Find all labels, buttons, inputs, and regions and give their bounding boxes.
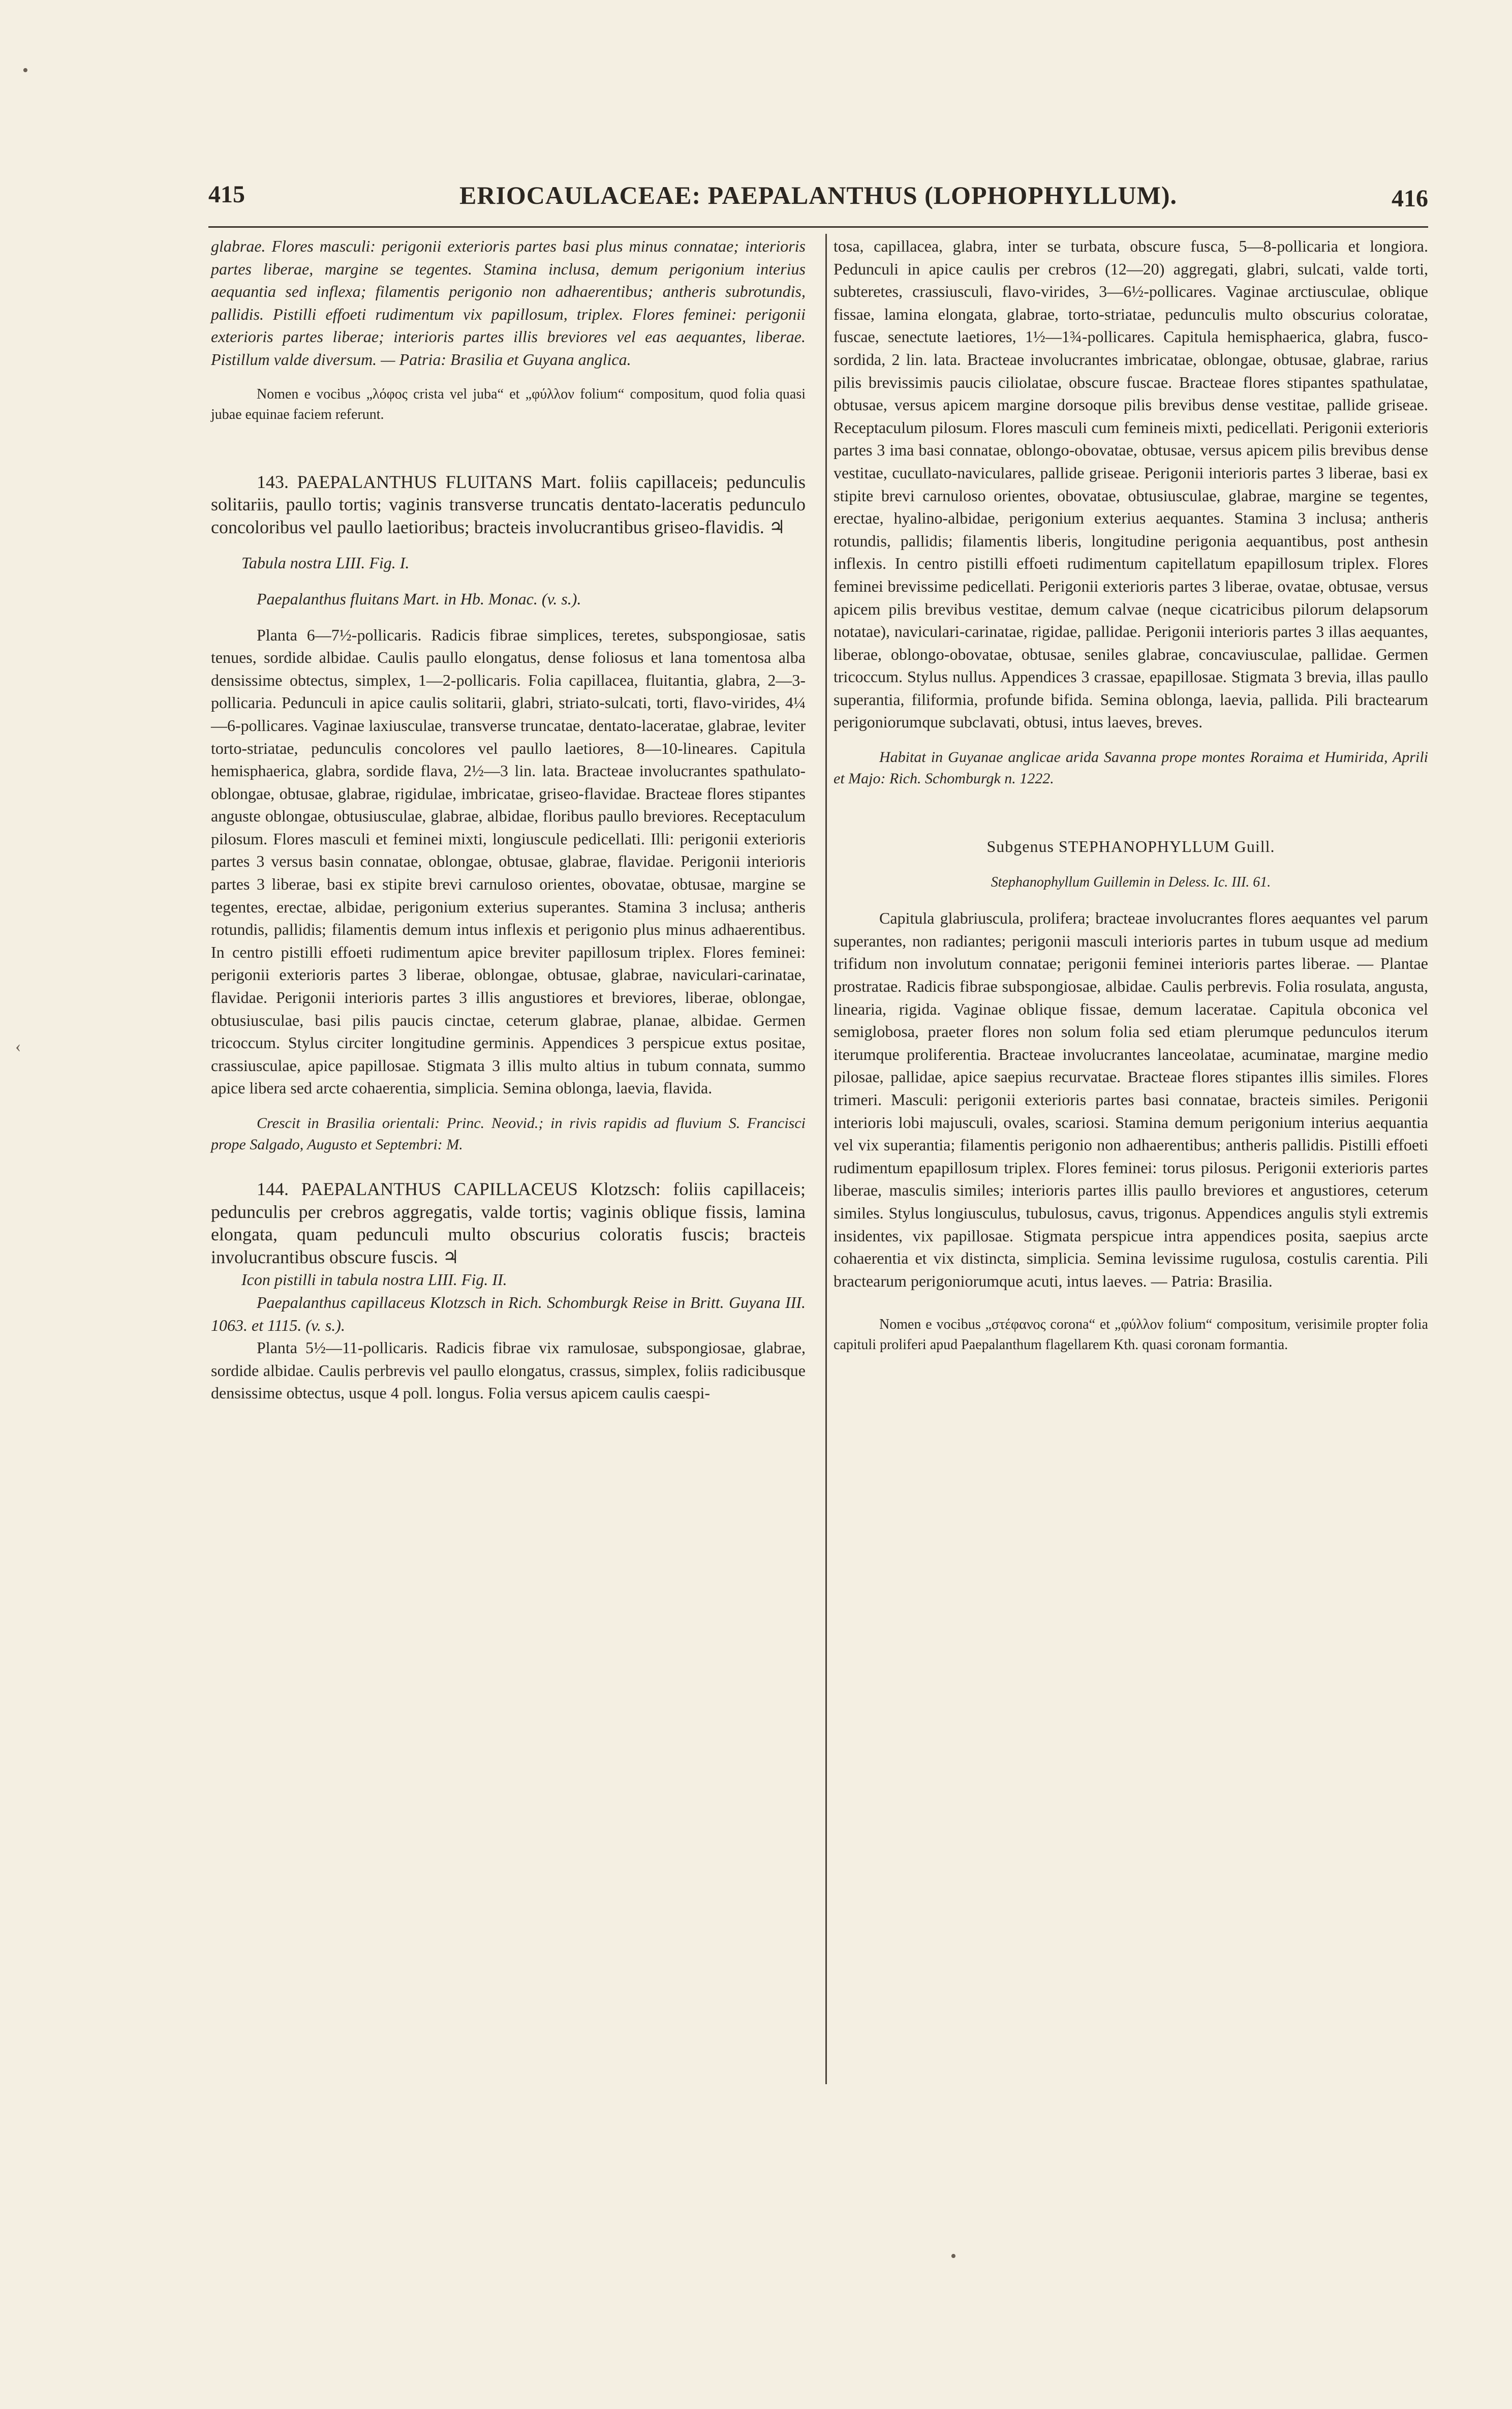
species-143-habitat: Crescit in Brasilia orientali: Princ. Neovid.; in rivis rapidis ad fluvium S. Francisci prope Salgado, Augusto et Septembri: M. [211,1115,806,1153]
species-143-heading: 143. PAEPALANTHUS FLUITANS Mart. foliis capillaceis; pedunculis solitariis, paullo tortis; vaginis transverse truncatis dentato-laceratis pedunculo concoloribus vel paullo laetioribus; bracteis involucrantibus griseo-flavidis. ♃ [211,471,806,537]
page-number-left: 415 [208,181,245,208]
page-number-right: 416 [1392,185,1428,212]
etymology-note: Nomen e vocibus „λόφος crista vel juba“ et „φύλλον folium“ compositum, quod folia quasi jubae equinae faciem referunt. [211,386,806,422]
subgenus-heading: Subgenus STEPHANOPHYLLUM Guill. [986,837,1275,856]
margin-mark: • [22,61,28,80]
species-143-reference: Paepalanthus fluitans Mart. in Hb. Monac. (v. s.). [257,589,581,608]
species-144-heading: 144. PAEPALANTHUS CAPILLACEUS Klotzsch: foliis capillaceis; pedunculis per crebros aggregatis, valde tortis; vaginis oblique fissis, lamina elongata, quam pedunculi multo obscurius coloratis fuscis; bracteis involucrantibus obscure fuscis. ♃ [211,1179,806,1267]
running-header [208,180,1428,221]
species-144-description-continued: tosa, capillacea, glabra, inter se turbata, obscure fusca, 5—8-pollicaria et longiora. Pedunculi in apice caulis per crebros (12—20) aggregati, glabri, sulcati, valde torti, subteretes, crassiusculi, flavo-virides, 3—6½-pollicares. Vaginae arctiusculae, oblique fissae, lamina elongata, glabrae, torto-striatae, pedunculis multo obscurius coloratae, fuscae, senectute laetiores, 1½—1¾-pollicares. Capitula hemisphaerica, glabra, fusco-sordida, 2 lin. lata. Bracteae involucrantes imbricatae, oblongae, obtusae, glabrae, rarius pilis brevissimis paucis ciliolatae, obscure fuscae. Bracteae flores stipantes spathulatae, obtusae, versus apicem margine dorsoque pilis brevibus dense vestitae, pallide griseae. Receptaculum pilosum. Flores masculi cum femineis mixti, pedicellati. Perigonii exterioris partes 3 ima basi connatae, oblongo-obovatae, obtusae, versus apicem pilis brevibus dense vestitae, cucullato-naviculares, pallide griseae. Perigonii interioris partes 3 liberae, basi ex stipite brevi carnuloso orientes, obovatae, obtusiusculae, glabrae, margine se tegentes, erectae, hyalino-albidae, perigonium exterius aequantes. Stamina 3 inclusa; antheris rotundis, pallidis; filamentis liberis, longitudine perigonia aequantibus, post anthesin inflexis. In centro pistilli effoeti rudimentum capitellatum epapillosum triplex. Flores feminei brevissime pedicellati. Perigonii exterioris partes 3 liberae, ovatae, obtusae, versus apicem pilis brevibus vestitae, demum calvae (neque cicatricibus pilorum delapsorum notatae), naviculari-carinatae, rigidae, pallidae. Perigonii interioris partes 3 illas aequantes, liberae, oblongo-obovatae, obtusae, seniles glabrae, concaviusculae, pallidae. Germen tricoccum. Stylus nullus. Appendices 3 crassae, epapillosae. Stigmata 3 brevia, illas paullo superantia, filiformia, profunde bifida. Semina oblonga, laevia, pallida. Pili bractearum perigoniorumque subclavati, obtusi, intus laeves, breves. [834,237,1428,731]
subgenus-description: Capitula glabriuscula, prolifera; bracteae involucrantes flores aequantes vel parum superantes, non radiantes; perigonii masculi interioris partes in tubum usque ad medium trifidum non involutum connatae; perigonii feminei interioris partes liberae. — Plantae prostratae. Radicis fibrae subspongiosae, albidae. Caulis perbrevis. Folia rosulata, angusta, linearia, rigida. Vaginae oblique fissae, demum laceratae. Capitula obconica vel semiglobosa, praeter flores non solum folia sed etiam plerumque pedunculos iterum iterumque proliferentia. Bracteae involucrantes lanceolatae, acuminatae, margine medio pilosae, pallidae, apice saepius recurvatae. Bracteae flores stipantes illis similes. Flores trimeri. Masculi: perigonii exterioris partes basi connatae, bracteis similes. Perigonii interioris lobi majusculi, ovales, scariosi. Stamina demum perigonium interius aequantia vel vix superantia; filamentis perigonio non adhaerentibus; antheris pallidis. Pistilli effoeti rudimentum epapillosum triplex. Flores feminei: torus pilosus. Perigonii exterioris partes liberae, masculis similes; interioris partes illis paullo breviores et angustiores, ceterum similes. Stylus longiusculus, tubulosus, cavus, trigonus. Appendices angulis styli extremis insidentes, vix papillosae. Stigmata perspicue intra appendices posita, saepius arcte cohaerentia et vix distincta, simplicia. Semina levissime rugulosa, costulis carentia. Pili bractearum perigoniorumque acuti, intus laeves. — Patria: Brasilia. [834,909,1428,1290]
margin-mark: • [950,2247,956,2266]
header-rule [208,226,1428,228]
species-144-habitat: Habitat in Guyanae anglicae arida Savanna prope montes Roraima et Humirida, Aprili et Majo: Rich. Schomburgk n. 1222. [834,749,1428,787]
running-title: ERIOCAULACEAE: PAEPALANTHUS (LOPHOPHYLLUM). [459,181,1178,209]
right-column [834,235,1428,1355]
intro-paragraph: glabrae. Flores masculi: perigonii exterioris partes basi plus minus connatae; interioris partes liberae, margine se tegentes. Stamina inclusa, demum perigonium interius aequantia sed inflexa; filamentis perigonio non adhaerentibus; antheris subrotundis, pallidis. Pistilli effoeti rudimentum vix papillosum, triplex. Flores feminei: perigonii exterioris partes liberae; interioris partes illis breviores vel eas aequantes, liberae. Pistillum valde diversum. — Patria: Brasilia et Guyana anglica. [211,237,806,369]
species-143-plate: Tabula nostra LIII. Fig. I. [241,554,410,572]
subgenus-etymology-note: Nomen e vocibus „στέφανος corona“ et „φύλλον folium“ compositum, verisimile propter folia capituli proliferi apud Paepalanthum flagellarem Kth. quasi coronam formantia. [834,1317,1428,1353]
column-divider [825,234,827,2084]
species-144-reference: Paepalanthus capillaceus Klotzsch in Rich. Schomburgk Reise in Britt. Guyana III. 1063. et 1115. (v. s.). [211,1293,806,1334]
species-143-description: Planta 6—7½-pollicaris. Radicis fibrae simplices, teretes, subspongiosae, satis tenues, sordide albidae. Caulis paullo elongatus, dense foliosus et lana tomentosa alba densissime obtectus, simplex, 1—2-pollicaris. Folia capillacea, fluitantia, glabra, 2—3-pollicaria. Pedunculi in apice caulis solitarii, glabri, striato-sulcati, torti, flavo-virides, 4¼—6-pollicares. Vaginae laxiusculae, transverse truncatae, dentato-laceratae, glabrae, leviter torto-striatae, pedunculis concolores vel paullo laetiores, 8—10-lineares. Capitula hemisphaerica, glabra, sordide flava, 2½—3 lin. lata. Bracteae involucrantes spathulato-oblongae, obtusae, glabrae, rigidulae, imbricatae, griseo-flavidae. Bracteae flores stipantes anguste oblongae, obtusiusculae, glabrae, albidae, floribus paullo breviores. Receptaculum pilosum. Flores masculi et feminei mixti, longiuscule pedicellati. Illi: perigonii exterioris partes 3 versus basin connatae, oblongae, obtusae, glabrae, flavidae. Perigonii interioris partes 3 liberae, basi ex stipite brevi carnuloso orientes, obovatae, obtusae, margine se tegentes, erectae, albidae, perigonium exterius superantes. Stamina 3 inclusa; antheris rotundis, pallidis; filamentis demum intus inflexis et perigonio plus minus adhaerentibus. In centro pistilli effoeti rudimentum apice breviter papillosum triplex. Flores feminei: perigonii exterioris partes 3 liberae, oblongae, obtusae, glabrae, naviculari-carinatae, flavidae. Perigonii interioris partes 3 illis angustiores et breviores, liberae, oblongae, obtusiusculae, basi pilis paucis cinctae, ceterum glabrae, planae, albidae. Germen tricoccum. Stylus circiter longitudine germinis. Appendices 3 perspicue extus positae, crassiusculae, apice papillosae. Stigmata 3 illis multo altius in tubum connata, summo apice libera sed arcte cohaerentia, simplicia. Semina oblonga, laevia, flavida. [211,625,806,1097]
species-144-icon-note: Icon pistilli in tabula nostra LIII. Fig. II. [241,1270,507,1289]
margin-mark: ‹ [15,1037,21,1056]
subgenus-reference: Stephanophyllum Guillemin in Deless. Ic. III. 61. [991,874,1271,890]
species-144-description: Planta 5½—11-pollicaris. Radicis fibrae vix ramulosae, subspongiosae, glabrae, sordide albidae. Caulis perbrevis vel paullo elongatus, crassus, simplex, foliis radicibusque densissime obtectus, usque 4 poll. longus. Folia versus apicem caulis caespi- [211,1338,806,1402]
left-column [211,235,806,1405]
